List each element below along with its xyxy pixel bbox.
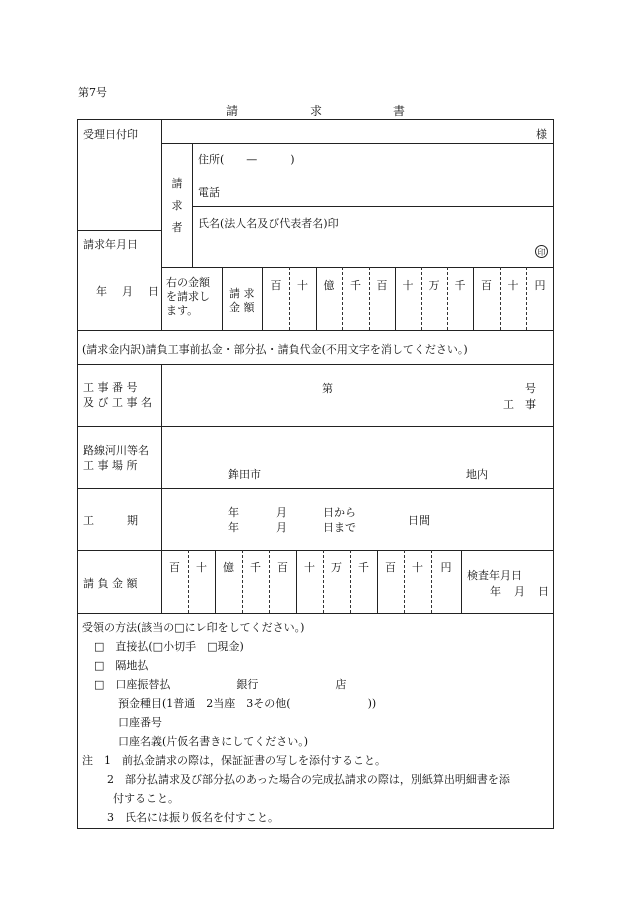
payment-header: 受領の方法(該当の□にレ印をしてください。): [82, 621, 305, 634]
title-char-2: 求: [310, 104, 323, 118]
digit-man: 万: [428, 279, 440, 292]
period-days[interactable]: 日間: [408, 514, 430, 527]
period-from-day[interactable]: 日から: [323, 506, 356, 519]
seal-mark-icon: 印: [535, 245, 548, 258]
digit-sen-man: 千: [350, 279, 361, 292]
claimant-char-3: 者: [171, 221, 183, 234]
note-3: 3 氏名には振り仮名を付すこと。: [107, 811, 279, 824]
claimant-char-2: 求: [171, 199, 183, 212]
deposit-type[interactable]: 預金種目(1普通 2当座 3その他( )): [118, 697, 377, 710]
honorific-sama: 様: [536, 128, 547, 141]
address-field[interactable]: 住所( — ): [198, 153, 295, 166]
city-name: 鉾田市: [228, 468, 261, 481]
claim-date-label: 請求年月日: [83, 238, 138, 251]
digit-sen: 千: [454, 279, 466, 292]
digit-juu-oku: 十: [297, 279, 308, 292]
digit-hyaku-man: 百: [376, 279, 388, 292]
site-label: 路線河川等名 工 事 場 所: [83, 444, 149, 472]
work-koji: 工 事: [503, 398, 536, 411]
name-field[interactable]: 氏名(法人名及び代表者名)印: [198, 217, 339, 230]
digit-en: 円: [534, 279, 546, 292]
digit-hyaku-oku: 百: [270, 279, 282, 292]
digit-oku: 億: [323, 279, 335, 292]
contract-amount-label: 請 負 金 額: [83, 577, 138, 590]
work-no-dai: 第: [322, 382, 333, 395]
inspection-label: 検査年月日: [467, 569, 522, 582]
digit-juu: 十: [507, 279, 519, 292]
claim-date-field[interactable]: 年 月 日: [96, 285, 161, 298]
payment-option-remote[interactable]: □ 隔地払: [94, 659, 149, 672]
title-char-3: 書: [393, 104, 406, 118]
payment-option-transfer[interactable]: □ 口座振替払 銀行 店: [94, 678, 347, 691]
claim-text: 右の金額 を請求し ます。: [166, 276, 210, 317]
claimant-char-1: 請: [171, 177, 183, 190]
title-char-1: 請: [226, 104, 239, 118]
receipt-stamp-label: 受理日付印: [83, 128, 138, 141]
note-2-cont: 付すること。: [113, 792, 179, 805]
period-label: 工 期: [83, 514, 138, 527]
period-to-month[interactable]: 月: [276, 521, 287, 534]
payment-option-direct[interactable]: □ 直接払(□小切手 □現金): [94, 640, 244, 653]
claim-amount-label: 請 求 金 額: [229, 287, 255, 314]
digit-juu-man: 十: [402, 279, 414, 292]
work-no-label: 工 事 番 号 及 び 工 事 名: [83, 381, 152, 409]
breakdown-text[interactable]: (請求金内訳)請負工事前払金・部分払・請負代金(不用文字を消してください。): [82, 343, 468, 356]
period-from-month[interactable]: 月: [276, 506, 287, 519]
note-1: 注 1 前払金請求の際は，保証証書の写しを添付すること。: [82, 754, 386, 767]
period-from-year[interactable]: 年: [228, 506, 239, 519]
digit-hyaku: 百: [481, 279, 492, 292]
period-to-day[interactable]: 日まで: [323, 521, 356, 534]
account-name[interactable]: 口座名義(片仮名書きにしてください。): [118, 735, 309, 748]
period-to-year[interactable]: 年: [228, 521, 239, 534]
account-number[interactable]: 口座番号: [118, 716, 162, 729]
inspection-date[interactable]: 年 月 日: [490, 585, 550, 598]
within-label: 地内: [466, 468, 488, 481]
form-number: 第7号: [78, 86, 107, 99]
phone-field[interactable]: 電話: [198, 186, 220, 199]
note-2: 2 部分払請求及び部分払のあった場合の完成払請求の際は，別紙算出明細書を添: [107, 773, 510, 786]
work-no-go: 号: [525, 382, 536, 395]
